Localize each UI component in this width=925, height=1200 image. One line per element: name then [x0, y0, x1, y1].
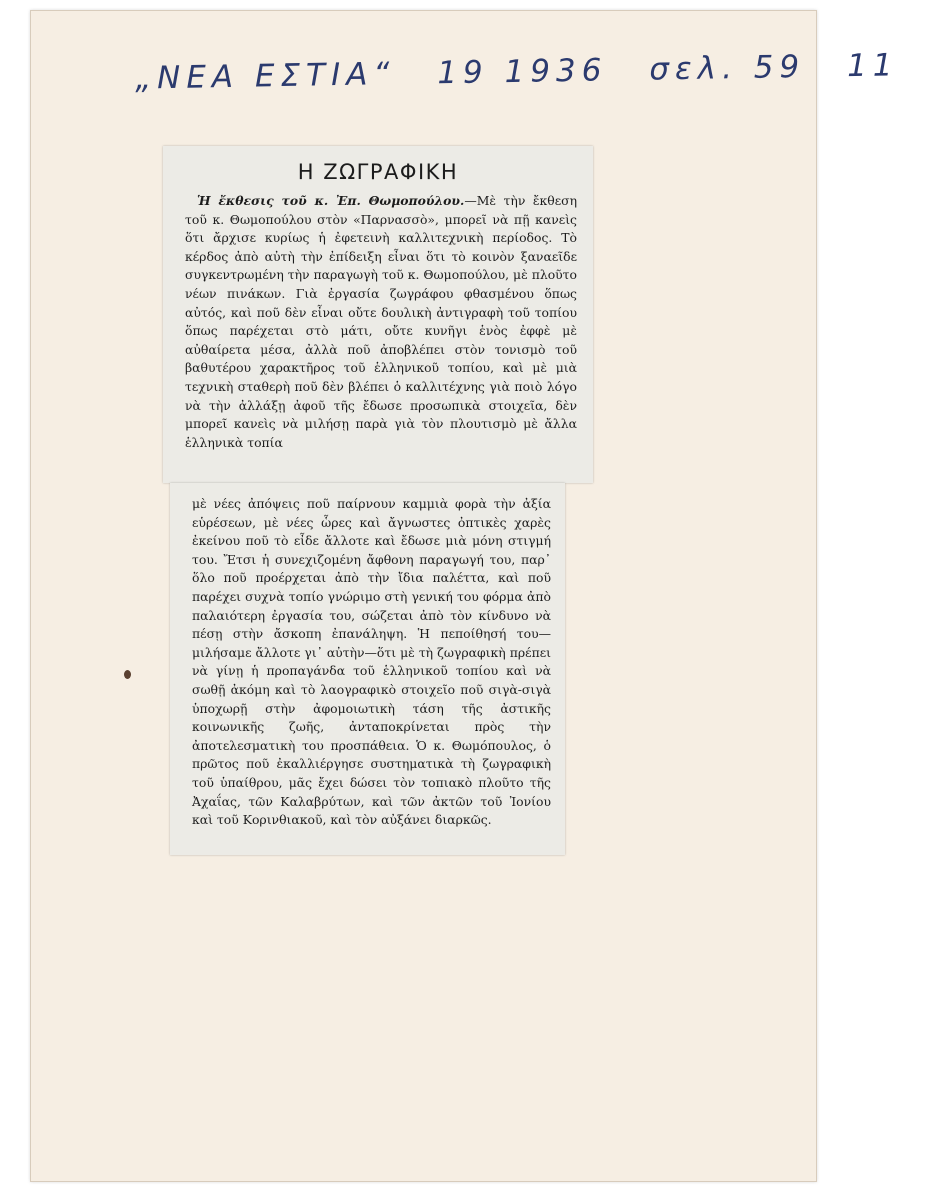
annotation-pages: σελ. 59 [648, 48, 806, 88]
article-text-part-1 [163, 192, 593, 452]
annotation-publication: „ΝΕΑ ΕΣΤΙΑ“ [134, 56, 396, 97]
ink-stain [124, 670, 131, 679]
article-lead: Ἡ ἔκθεσις τοῦ κ. Ἐπ. Θωμοπούλου. [197, 193, 465, 208]
article-body-1: —Μὲ τὴν ἔκθεση τοῦ κ. Θωμοπούλου στὸν «Παρνασσὸ», μπορεῖ νὰ πῇ κανεὶς ὅτι ἄρχισε κυρίως ἡ ἐφετεινὴ καλλιτεχνικὴ περίοδος. Τὸ κέρδος ἀπὸ αὐτὴ τὴν ἐπίδειξη εἶναι ὅτι τὸ κοινὸν ξαναεῖδε συγκεντρωμένη τὴν παραγωγὴ τοῦ κ. Θωμοπούλου, μὲ πλοῦτο νέων πινάκων. Γιὰ ἐργασία ζωγράφου φθασμένου ὅπως αὐτός, καὶ ποῦ δὲν εἶναι οὔτε δουλικὴ ἀντιγραφὴ τοῦ τοπίου ὅπως παρέχεται στὸ μάτι, οὔτε κυνῆγι ἑνὸς ἐφφὲ μὲ αὐθαίρετα μέσα, ἀλλὰ ποῦ ἀποβλέπει στὸν τονισμὸ τοῦ βαθυτέρου χαρακτῆρος τοῦ ἑλληνικοῦ τοπίου, καὶ μὲ μιὰ τεχνικὴ σταθερὴ ποῦ δὲν βλέπει ὁ καλλιτέχνης γιὰ ποιὸ λόγο νὰ τὴν ἀλλάξῃ ἀφοῦ τῆς ἔδωσε προσωπικὰ στοιχεῖα, δὲν μπορεῖ κανεὶς νὰ μιλήσῃ παρὰ γιὰ τὸν πλουτισμὸ μὲ ἄλλα ἑλληνικὰ τοπία [185, 193, 577, 450]
annotation-year: 19 1936 [436, 52, 608, 92]
annotation-sheet-number: 11 [846, 47, 899, 85]
article-text-part-2: μὲ νέες ἀπόψεις ποῦ παίρνουν καμμιὰ φορὰ τὴν ἀξία εὑρέσεων, μὲ νέες ὧρες καὶ ἄγνωστες ὀπτικὲς χαρὲς ἐκείνου ποῦ τὸ εἶδε ἄλλοτε καὶ ἔδωσε μιὰ μόνη στιγμή του. Ἔτσι ἡ συνεχιζομένη ἄφθονη παραγωγή του, παρ᾽ ὅλο ποῦ προέρχεται ἀπὸ τὴν ἴδια παλέττα, καὶ ποῦ παρέχει συχνὰ τοπίο γνώριμο στὴ γενική του φόρμα ἀπὸ παλαιότερη ἐργασία του, σώζεται ἀπὸ τὸν κίνδυνο νὰ πέσῃ στὴν ἄσκοπη ἐπανάληψη. Ἡ πεποίθησή του—μιλήσαμε ἄλλοτε γι᾽ αὐτὴν—ὅτι μὲ τὴ ζωγραφικὴ πρέπει νὰ γίνῃ ἡ προπαγάνδα τοῦ ἑλληνικοῦ τοπίου καὶ νὰ σωθῇ ἀκόμη καὶ τὸ λαογραφικὸ στοιχεῖο ποῦ σιγὰ-σιγὰ ὑποχωρῇ στὴν ἀφομοιωτικὴ τάση τῆς ἀστικῆς κοινωνικῆς ζωῆς, ἀνταποκρίνεται πρὸς τὴν ἀποτελεσματικὴ του προσπάθεια. Ὁ κ. Θωμόπουλος, ὁ πρῶτος ποῦ ἐκαλλιέργησε συστηματικὰ τὴ ζωγραφικὴ τοῦ ὑπαίθρου, μᾶς ἔχει δώσει τὸν τοπιακὸ πλοῦτο τῆς Ἀχαΐας, τῶν Καλαβρύτων, καὶ τῶν ἀκτῶν τοῦ Ἰονίου καὶ τοῦ Κορινθιακοῦ, καὶ τὸν αὐξάνει διαρκῶς. [192, 496, 551, 828]
newspaper-clipping-bottom [170, 483, 565, 855]
article-title: Η ΖΩΓΡΑΦΙΚΗ [297, 160, 459, 184]
newspaper-clipping-top [163, 146, 593, 483]
